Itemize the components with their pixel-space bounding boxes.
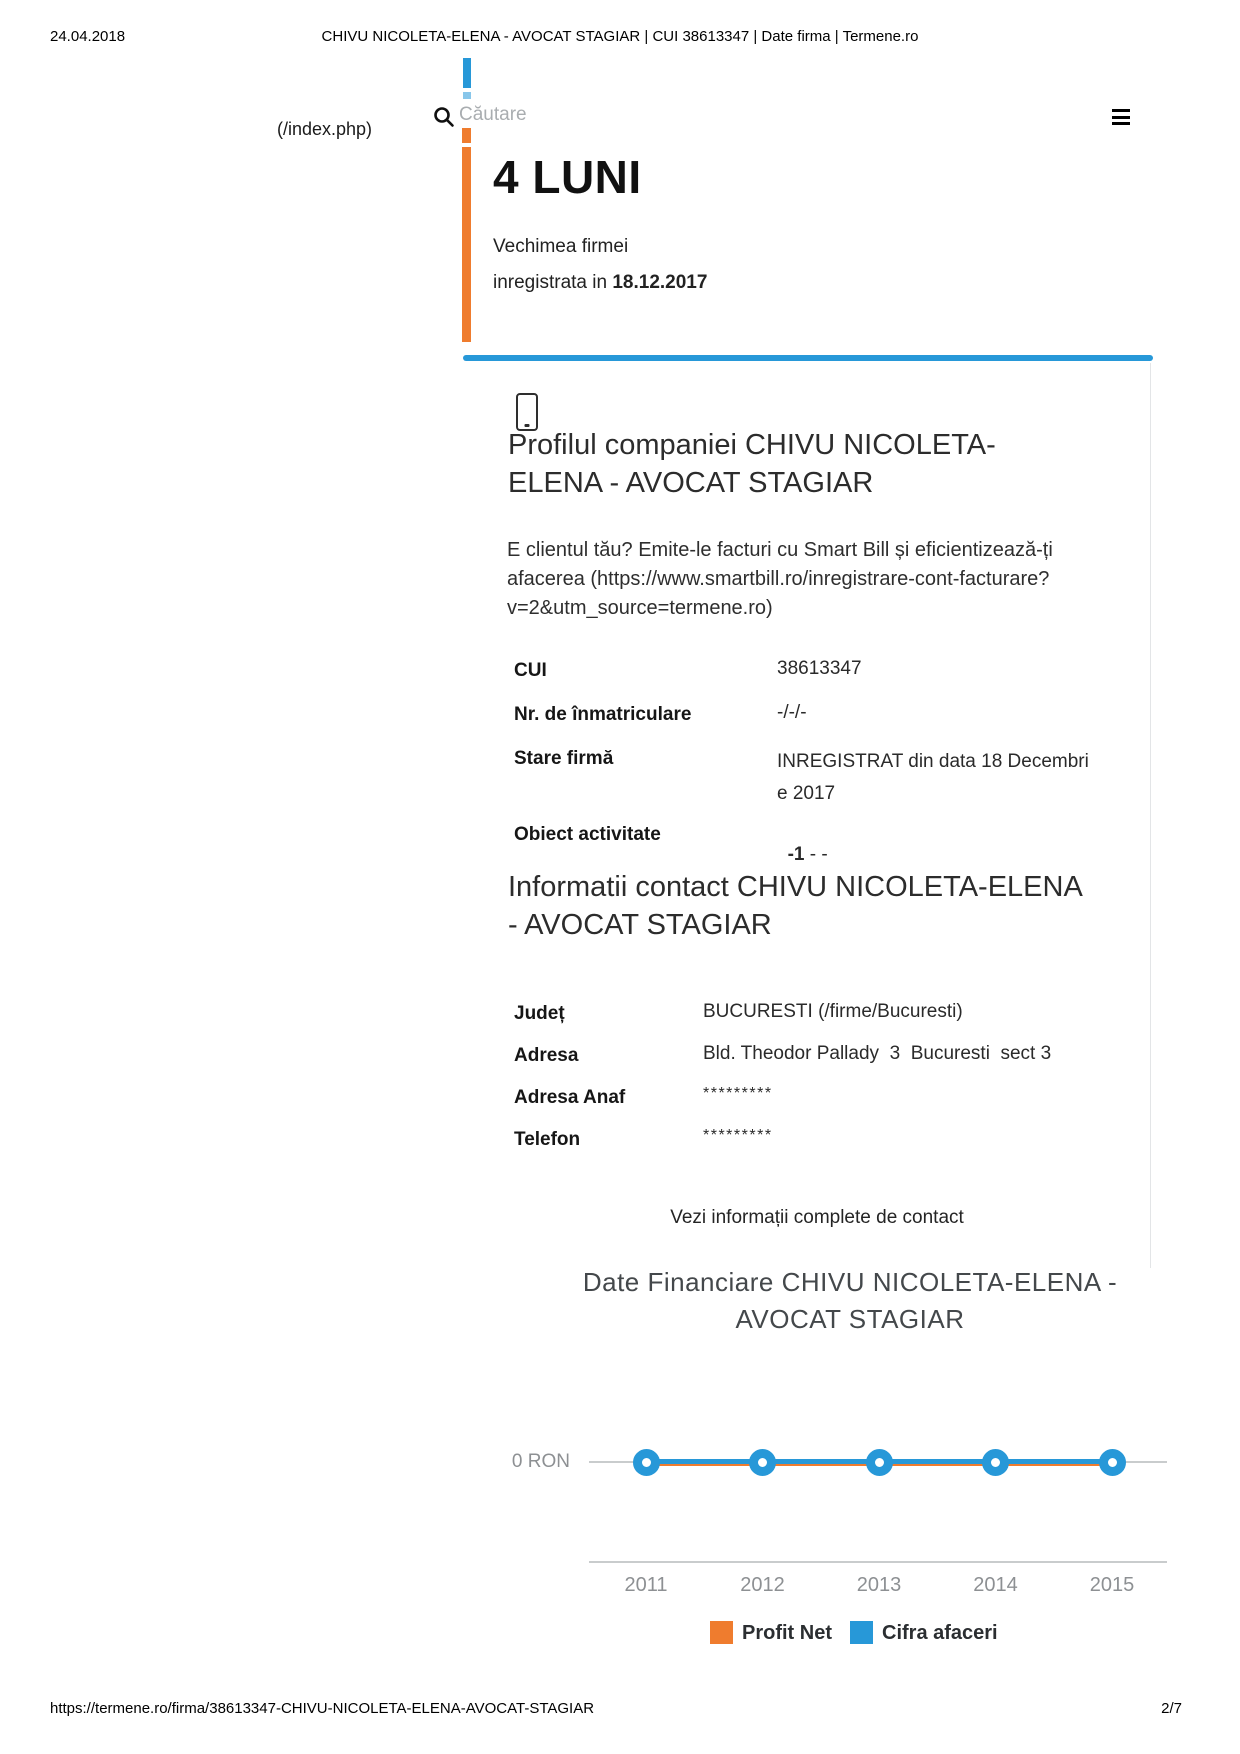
x-axis-tick-label: 2013: [856, 1574, 902, 1596]
search-icon[interactable]: [432, 105, 456, 129]
chart-data-point: [633, 1449, 660, 1476]
x-axis-tick-label: 2015: [1089, 1574, 1135, 1596]
legend-swatch-profit-net: [710, 1621, 733, 1644]
chart-data-point: [749, 1449, 776, 1476]
footer-url: https://termene.ro/firma/38613347-CHIVU-NICOLETA-ELENA-AVOCAT-STAGIAR: [50, 1700, 595, 1717]
chart-data-point: [982, 1449, 1009, 1476]
accent-bar-gap: [462, 143, 471, 147]
financial-heading: Date Financiare CHIVU NICOLETA-ELENA - AVOCAT STAGIAR: [582, 1267, 1118, 1334]
chart-data-point: [866, 1449, 893, 1476]
registration-date: 18.12.2017: [612, 272, 708, 293]
profile-row-label: Nr. de înmatriculare: [514, 704, 692, 725]
contact-row-label: Adresa: [514, 1045, 579, 1066]
contact-row-value: *********: [703, 1127, 773, 1144]
profile-row-label: CUI: [514, 660, 547, 681]
contact-row-label: Județ: [514, 1003, 565, 1024]
legend-swatch-cifra-afaceri: [850, 1621, 873, 1644]
menu-bar: [1112, 116, 1130, 119]
section-divider: [463, 355, 1153, 361]
profile-row-label: Stare firmă: [514, 748, 614, 769]
profile-row-value: INREGISTRAT din data 18 Decembrie 2017: [777, 751, 1089, 804]
card-right-border: [1150, 363, 1151, 1268]
legend-label-profit-net: Profit Net: [742, 1622, 832, 1644]
registration-line: [493, 272, 707, 294]
full-contact-link[interactable]: Vezi informații complete de contact: [670, 1207, 964, 1228]
search-input[interactable]: Căutare: [459, 104, 527, 125]
home-link[interactable]: (/index.php): [277, 119, 373, 139]
menu-icon[interactable]: [1112, 109, 1130, 125]
legend-label-cifra-afaceri: Cifra afaceri: [882, 1622, 998, 1644]
alert-dot-icon: [463, 92, 471, 99]
contact-row-label: Telefon: [514, 1129, 581, 1150]
contact-heading: Informatii contact CHIVU NICOLETA-ELENA - AVOCAT STAGIAR: [508, 871, 1082, 941]
alert-bar-icon: [463, 58, 471, 88]
footer-page-number: 2/7: [1161, 1700, 1182, 1717]
accent-orange-bar: [462, 128, 471, 342]
menu-bar: [1112, 109, 1130, 112]
county-link[interactable]: BUCURESTI (/firme/Bucuresti): [703, 1001, 963, 1022]
smartbill-promo-link[interactable]: E clientul tău? Emite-le facturi cu Smart Bill și eficientizează-ți afacerea (https://www.smartbill.ro/inregistrare-cont-facturare?v=2&utm_source=termene.ro): [507, 539, 1053, 619]
x-axis-line: [589, 1561, 1167, 1563]
chart-data-point: [1099, 1449, 1126, 1476]
profile-row-label: Obiect activitate: [514, 824, 661, 845]
activity-code: -1: [787, 844, 805, 865]
menu-bar: [1112, 122, 1130, 125]
print-page-title: CHIVU NICOLETA-ELENA - AVOCAT STAGIAR | CUI 38613347 | Date firma | Termene.ro: [321, 28, 919, 45]
x-axis-tick-label: 2012: [740, 1574, 785, 1596]
y-axis-tick-label: 0 RON: [511, 1451, 570, 1472]
activity-rest: - -: [804, 844, 828, 865]
x-axis-tick-label: 2014: [973, 1574, 1018, 1596]
company-age-value: 4 LUNI: [493, 151, 642, 203]
x-axis-tick-label: 2011: [624, 1574, 668, 1596]
company-age-label: Vechimea firmei: [493, 236, 629, 257]
contact-row-value: Bld. Theodor Pallady 3 Bucuresti sect 3: [703, 1043, 1052, 1064]
profile-row-value: [777, 822, 828, 866]
profile-row-value: 38613347: [777, 658, 862, 679]
print-date: 24.04.2018: [50, 28, 126, 45]
profile-row-value: -/-/-: [777, 702, 807, 723]
contact-row-value: *********: [703, 1085, 773, 1102]
contact-row-label: Adresa Anaf: [514, 1087, 626, 1108]
profile-heading: Profilul companiei CHIVU NICOLETA-ELENA - AVOCAT STAGIAR: [508, 429, 996, 499]
registration-prefix: inregistrata in: [493, 272, 613, 293]
